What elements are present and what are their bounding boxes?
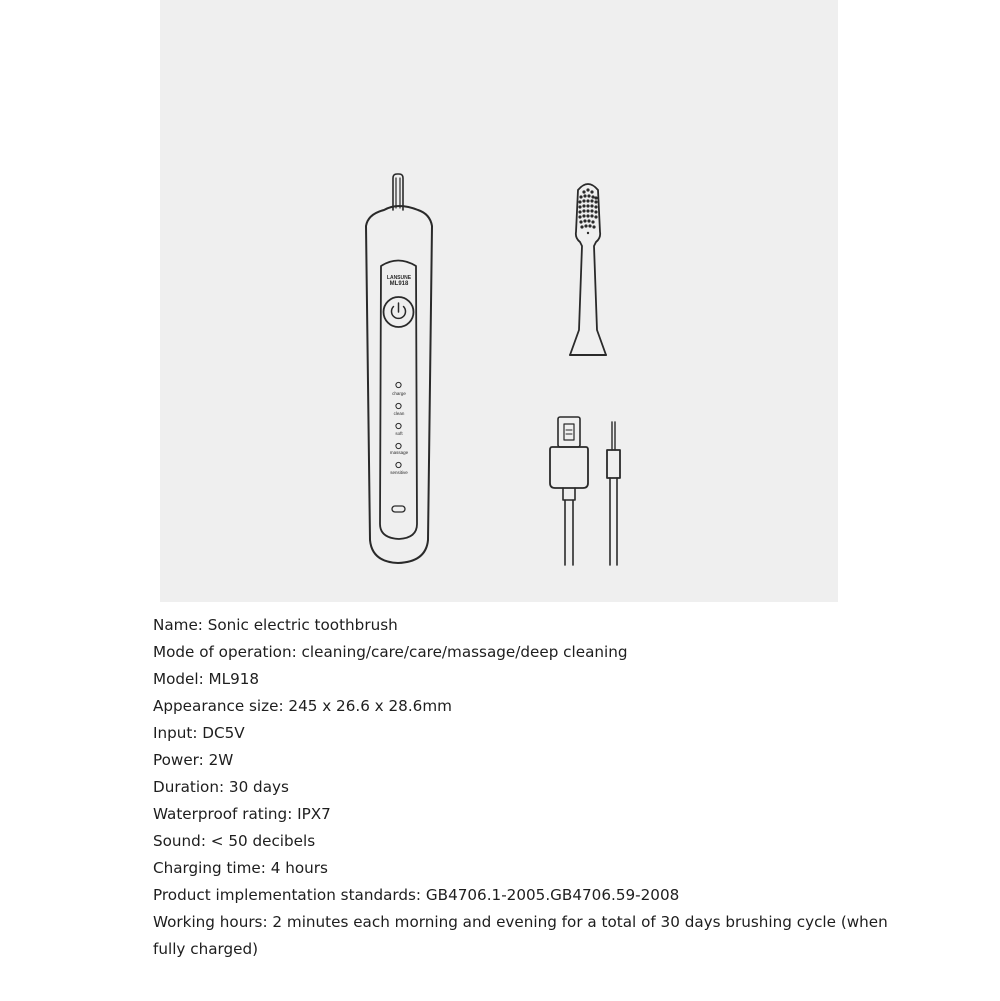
- model-label: ML918: [389, 281, 409, 287]
- brand-label: LANSUNE: [386, 275, 412, 281]
- toothbrush-handle: [366, 174, 432, 563]
- spec-input: Input: DC5V: [153, 724, 245, 742]
- spec-waterproof: Waterproof rating: IPX7: [153, 805, 331, 823]
- indicator-light-icon: [396, 423, 401, 428]
- mode-label-massage: massage: [389, 450, 409, 455]
- spec-sound: Sound: < 50 decibels: [153, 832, 316, 850]
- product-line-drawing: [160, 0, 838, 602]
- spec-power: Power: 2W: [153, 751, 234, 769]
- mode-label-clean: clean: [393, 411, 405, 416]
- spec-list: [153, 612, 913, 963]
- spec-charging: Charging time: 4 hours: [153, 859, 328, 877]
- indicator-light-icon: [396, 443, 401, 448]
- brush-head: [570, 184, 606, 355]
- indicator-light-icon: [396, 382, 401, 387]
- indicator-light-icon: [396, 403, 401, 408]
- spec-size: Appearance size: 245 x 26.6 x 28.6mm: [153, 697, 452, 715]
- spec-name: Name: Sonic electric toothbrush: [153, 616, 398, 634]
- mode-label-sensitive: sensitive: [390, 470, 408, 475]
- spec-mode: Mode of operation: cleaning/care/care/massage/deep cleaning: [153, 643, 628, 661]
- spec-model: Model: ML918: [153, 670, 260, 688]
- indicator-light-icon: [396, 462, 401, 467]
- spec-working-hours: Working hours: 2 minutes each morning and evening for a total of 30 days brushing cycle (when fully charged): [153, 913, 888, 958]
- battery-indicator-icon: [392, 506, 405, 512]
- spec-duration: Duration: 30 days: [153, 778, 289, 796]
- mode-label-charge: charge: [392, 391, 406, 396]
- product-illustration-panel: [160, 0, 838, 602]
- usb-charging-cable: [550, 417, 620, 565]
- mode-label-soft: soft: [395, 431, 403, 436]
- spec-standards: Product implementation standards: GB4706.1-2005.GB4706.59-2008: [153, 886, 680, 904]
